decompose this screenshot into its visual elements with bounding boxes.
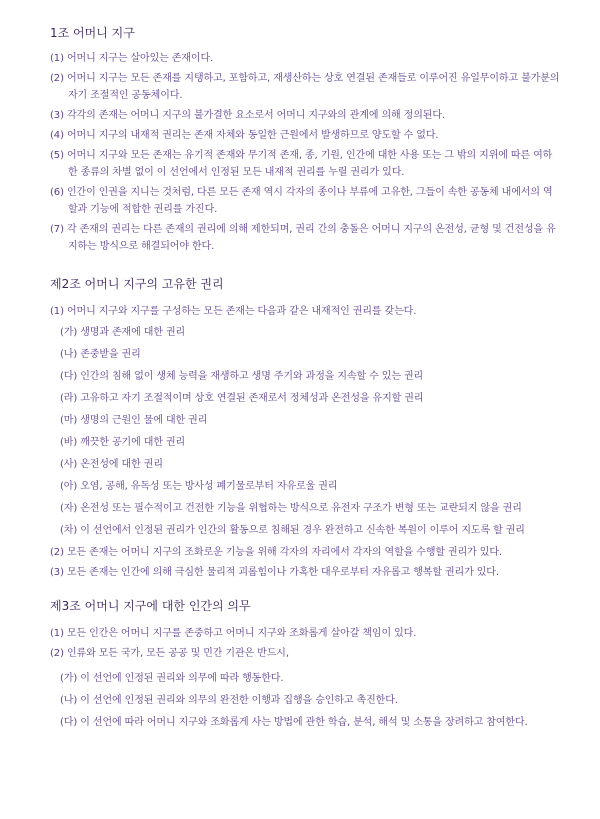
subclause: (다) 이 선언에 따라 어머니 지구와 조화롭게 사는 방법에 관한 학습, 분석, 해석 및 소통을 장려하고 참여한다. xyxy=(60,717,528,728)
clause: (2) 모든 존재는 어머니 지구의 조화로운 기능을 위해 각자의 자리에서 각자의 역할을 수행할 권리가 있다. xyxy=(50,547,503,558)
subclause: (라) 고유하고 자기 조절적이며 상호 연결된 존재로서 정체성과 온전성을 유지할 권리 xyxy=(60,393,424,404)
article-3-clauses xyxy=(50,625,560,662)
clause: (4) 어머니 지구의 내재적 권리는 존재 자체와 동일한 근원에서 발생하므로 양도할 수 없다. xyxy=(50,130,439,141)
article-1 xyxy=(50,24,560,255)
article-2-clauses-tail xyxy=(50,544,560,581)
subclause: (아) 오염, 공해, 유독성 또는 방사성 폐기물로부터 자유로울 권리 xyxy=(60,481,338,492)
clause: (1) 어머니 지구는 살아있는 존재이다. xyxy=(50,53,214,64)
article-2 xyxy=(50,275,560,581)
subclause: (사) 온전성에 대한 권리 xyxy=(60,459,163,470)
article-3 xyxy=(50,597,560,731)
subclause: (다) 인간의 침해 없이 생체 능력을 재생하고 생명 주기와 과정을 지속할 수 있는 권리 xyxy=(60,371,424,382)
subclause: (가) 생명과 존재에 대한 권리 xyxy=(60,327,186,338)
clause: (1) 어머니 지구와 지구를 구성하는 모든 존재는 다음과 같은 내재적인 권리를 갖는다. xyxy=(50,306,417,317)
article-3-title: 제3조 어머니 지구에 대한 인간의 의무 xyxy=(50,599,251,613)
clause: (7) 각 존재의 권리는 다른 존재의 권리에 의해 제한되며, 권리 간의 충돌은 어머니 지구의 온전성, 균형 및 건전성을 유지하는 방식으로 해결되어야 한다. xyxy=(50,224,556,252)
clause: (6) 인간이 인권을 지니는 것처럼, 다른 모든 존재 역시 각자의 종이나 부류에 고유한, 그들이 속한 공동체 내에서의 역할과 기능에 적합한 권리를 가진다. xyxy=(50,187,553,215)
subclause: (차) 이 선언에서 인정된 권리가 인간의 활동으로 침해된 경우 완전하고 신속한 복원이 이루어 지도록 할 권리 xyxy=(60,525,525,536)
clause: (5) 어머니 지구와 모든 존재는 유기적 존재와 무기적 존재, 종, 기원, 인간에 대한 사용 또는 그 밖의 지위에 따른 여하한 종류의 차별 없이 이 선언에서 인정된 모든 내재적 권리를 누릴 권리가 있다. xyxy=(50,150,553,178)
subclause: (바) 깨끗한 공기에 대한 권리 xyxy=(60,437,186,448)
article-3-subclauses xyxy=(60,670,560,731)
clause: (3) 모든 존재는 인간에 의해 극심한 물리적 괴롭힘이나 가혹한 대우로부터 자유롭고 행복할 권리가 있다. xyxy=(50,567,499,578)
article-2-subclauses xyxy=(60,324,560,539)
clause: (1) 모든 인간은 어머니 지구를 존중하고 어머니 지구와 조화롭게 살아갈 책임이 있다. xyxy=(50,628,417,639)
subclause: (마) 생명의 근원인 물에 대한 권리 xyxy=(60,415,208,426)
subclause: (가) 이 선언에 인정된 권리와 의무에 따라 행동한다. xyxy=(60,673,284,684)
article-1-clauses xyxy=(50,50,560,255)
subclause: (나) 존중받을 권리 xyxy=(60,349,141,360)
article-2-clauses xyxy=(50,303,560,320)
clause: (2) 어머니 지구는 모든 존재를 지탱하고, 포함하고, 재생산하는 상호 연결된 존재들로 이루어진 유일무이하고 불가분의 자기 조절적인 공동체이다. xyxy=(50,73,560,101)
article-1-title: 1조 어머니 지구 xyxy=(50,26,135,40)
clause: (2) 인류와 모든 국가, 모든 공공 및 민간 기관은 반드시, xyxy=(50,648,289,659)
article-2-title: 제2조 어머니 지구의 고유한 권리 xyxy=(50,277,224,291)
clause: (3) 각각의 존재는 어머니 지구의 불가결한 요소로서 어머니 지구와의 관계에 의해 정의된다. xyxy=(50,110,445,121)
subclause: (자) 온전성 또는 필수적이고 건전한 기능을 위협하는 방식으로 유전자 구조가 변형 또는 교란되지 않을 권리 xyxy=(60,503,522,514)
subclause: (나) 이 선언에 인정된 권리와 의무의 완전한 이행과 집행을 승인하고 촉진한다. xyxy=(60,695,398,706)
